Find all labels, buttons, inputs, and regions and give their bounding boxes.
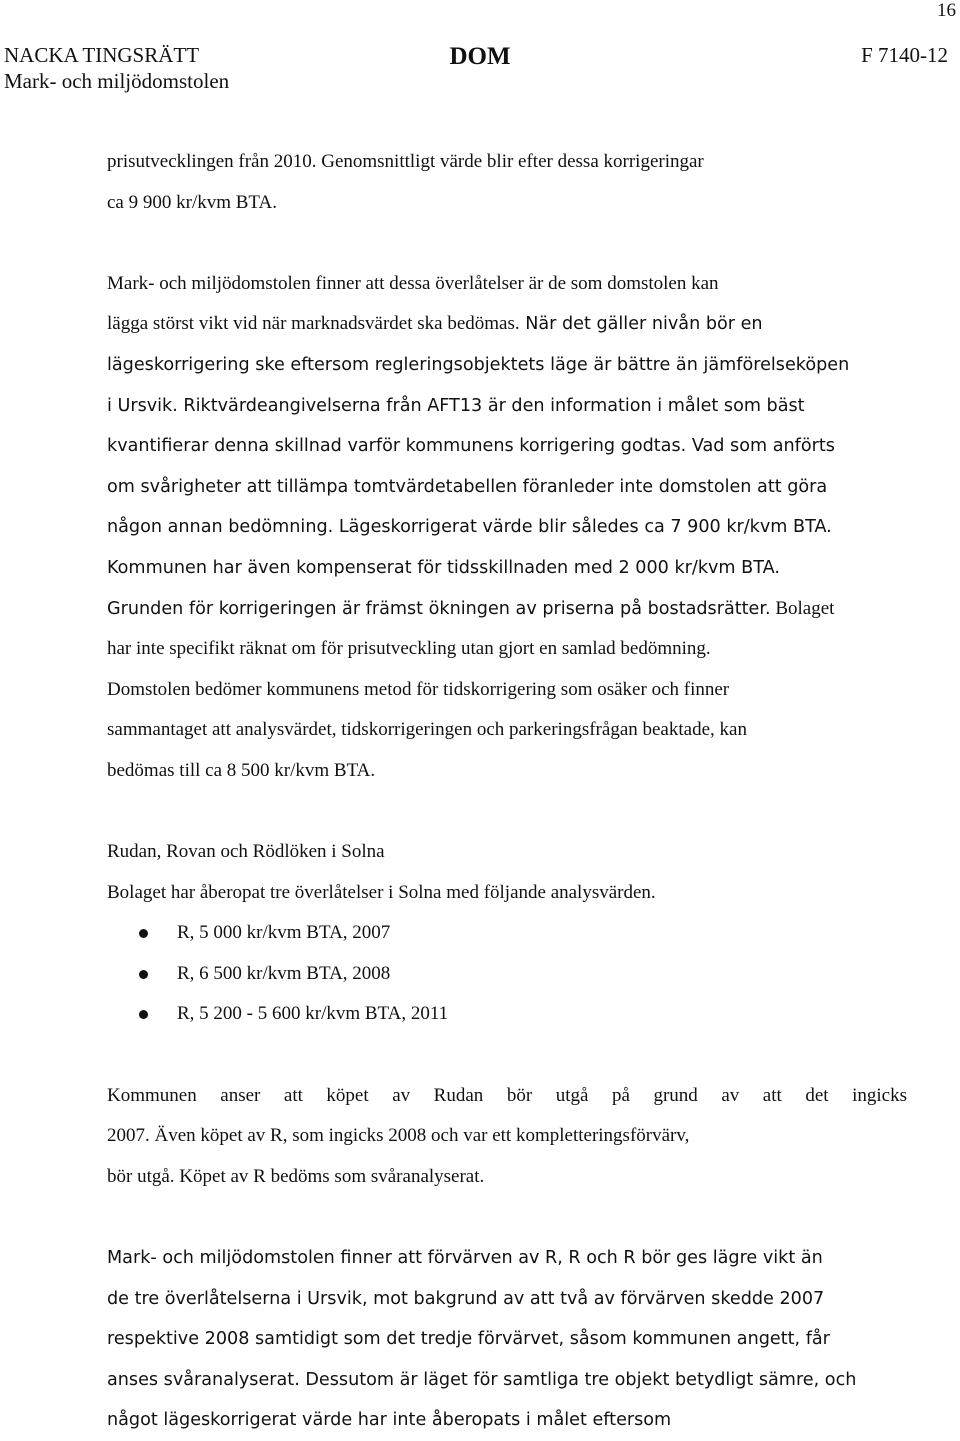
case-number: F 7140-12 [861,43,948,67]
text-span: Bolaget [770,597,835,619]
paragraph-valuation [107,264,907,792]
list-item [107,913,907,954]
court-name: NACKA TINGSRÄTT [4,43,200,67]
text-line: sammantaget att analysvärdet, tidskorrigeringen och parkeringsfrågan beaktade, kan [107,719,747,741]
list-item [107,994,907,1035]
text-span: lägga störst vikt vid när marknadsvärdet ska bedömas. [107,313,520,335]
text-line: Kommunen anser att köpet av Rudan bör utgå på grund av att det ingicks [107,1084,907,1106]
text-line: anses svåranalyserat. Dessutom är läget för samtliga tre objekt betydligt sämre, och [107,1369,857,1390]
text-line: har inte specifikt räknat om för prisutveckling utan gjort en samlad bedömning. [107,638,711,660]
list-item-text: R, 5 200 - 5 600 kr/kvm BTA, 2011 [177,1003,449,1025]
text-line: 2007. Även köpet av R, som ingicks 2008 och var ett kompletteringsförvärv, [107,1125,690,1147]
text-line: Domstolen bedömer kommunens metod för tidskorrigering som osäker och finner [107,678,730,700]
text-line: i Ursvik. Riktvärdeangivelserna från AFT13 är den information i målet som bäst [107,395,805,416]
bullet-icon [139,1010,148,1019]
document-body [107,142,907,1441]
text-line: bör utgå. Köpet av R bedöms som svåranalyserat. [107,1165,485,1187]
text-line: någon annan bedömning. Lägeskorrigerat värde blir således ca 7 900 kr/kvm BTA. [107,517,832,538]
page-number: 16 [937,0,956,21]
bullet-icon [139,970,148,979]
transaction-list [107,913,907,1035]
text-line: Kommunen har även kompenserat för tidsskillnaden med 2 000 kr/kvm BTA. [107,557,780,578]
text-line: lägeskorrigering ske eftersom regleringsobjektets läge är bättre än jämförelseköpen [107,354,850,375]
text-line: bedömas till ca 8 500 kr/kvm BTA. [107,759,376,781]
text-line: om svårigheter att tillämpa tomtvärdetabellen föranleder inte domstolen att göra [107,476,828,497]
list-item [107,954,907,995]
text-line: respektive 2008 samtidigt som det tredje förvärvet, såsom kommunen angett, får [107,1329,830,1350]
text-line: kvantifierar denna skillnad varför kommunens korrigering godtas. Vad som anförts [107,436,835,457]
section-heading: Rudan, Rovan och Rödlöken i Solna [107,841,385,863]
department-name: Mark- och miljödomstolen [4,69,230,93]
section-intro: Bolaget har åberopat tre överlåtelser i Solna med följande analysvärden. [107,881,656,903]
intro-line: ca 9 900 kr/kvm BTA. [107,191,277,213]
text-span: När det gäller nivån bör en [519,314,763,335]
paragraph-court-assessment [107,1238,907,1441]
text-line: Mark- och miljödomstolen finner att dessa överlåtelser är de som domstolen kan [107,272,719,294]
intro-line: prisutvecklingen från 2010. Genomsnittligt värde blir efter dessa korrigeringar [107,151,704,172]
text-line [107,304,907,345]
text-line [107,589,907,630]
text-line: de tre överlåtelserna i Ursvik, mot bakgrund av att två av förvärven skedde 2007 [107,1288,825,1309]
list-item-text: R, 6 500 kr/kvm BTA, 2008 [177,962,391,984]
text-span: Grunden för korrigeringen är främst ökningen av priserna på bostadsrätter. [107,598,771,619]
paragraph-municipality [107,1076,907,1198]
bullet-icon [139,929,148,938]
text-line: Mark- och miljödomstolen finner att förvärven av R, R och R bör ges lägre vikt än [107,1248,823,1269]
text-line: något lägeskorrigerat värde har inte åberopats i målet eftersom [107,1410,672,1431]
list-item-text: R, 5 000 kr/kvm BTA, 2007 [177,922,391,944]
document-type: DOM [449,43,511,70]
